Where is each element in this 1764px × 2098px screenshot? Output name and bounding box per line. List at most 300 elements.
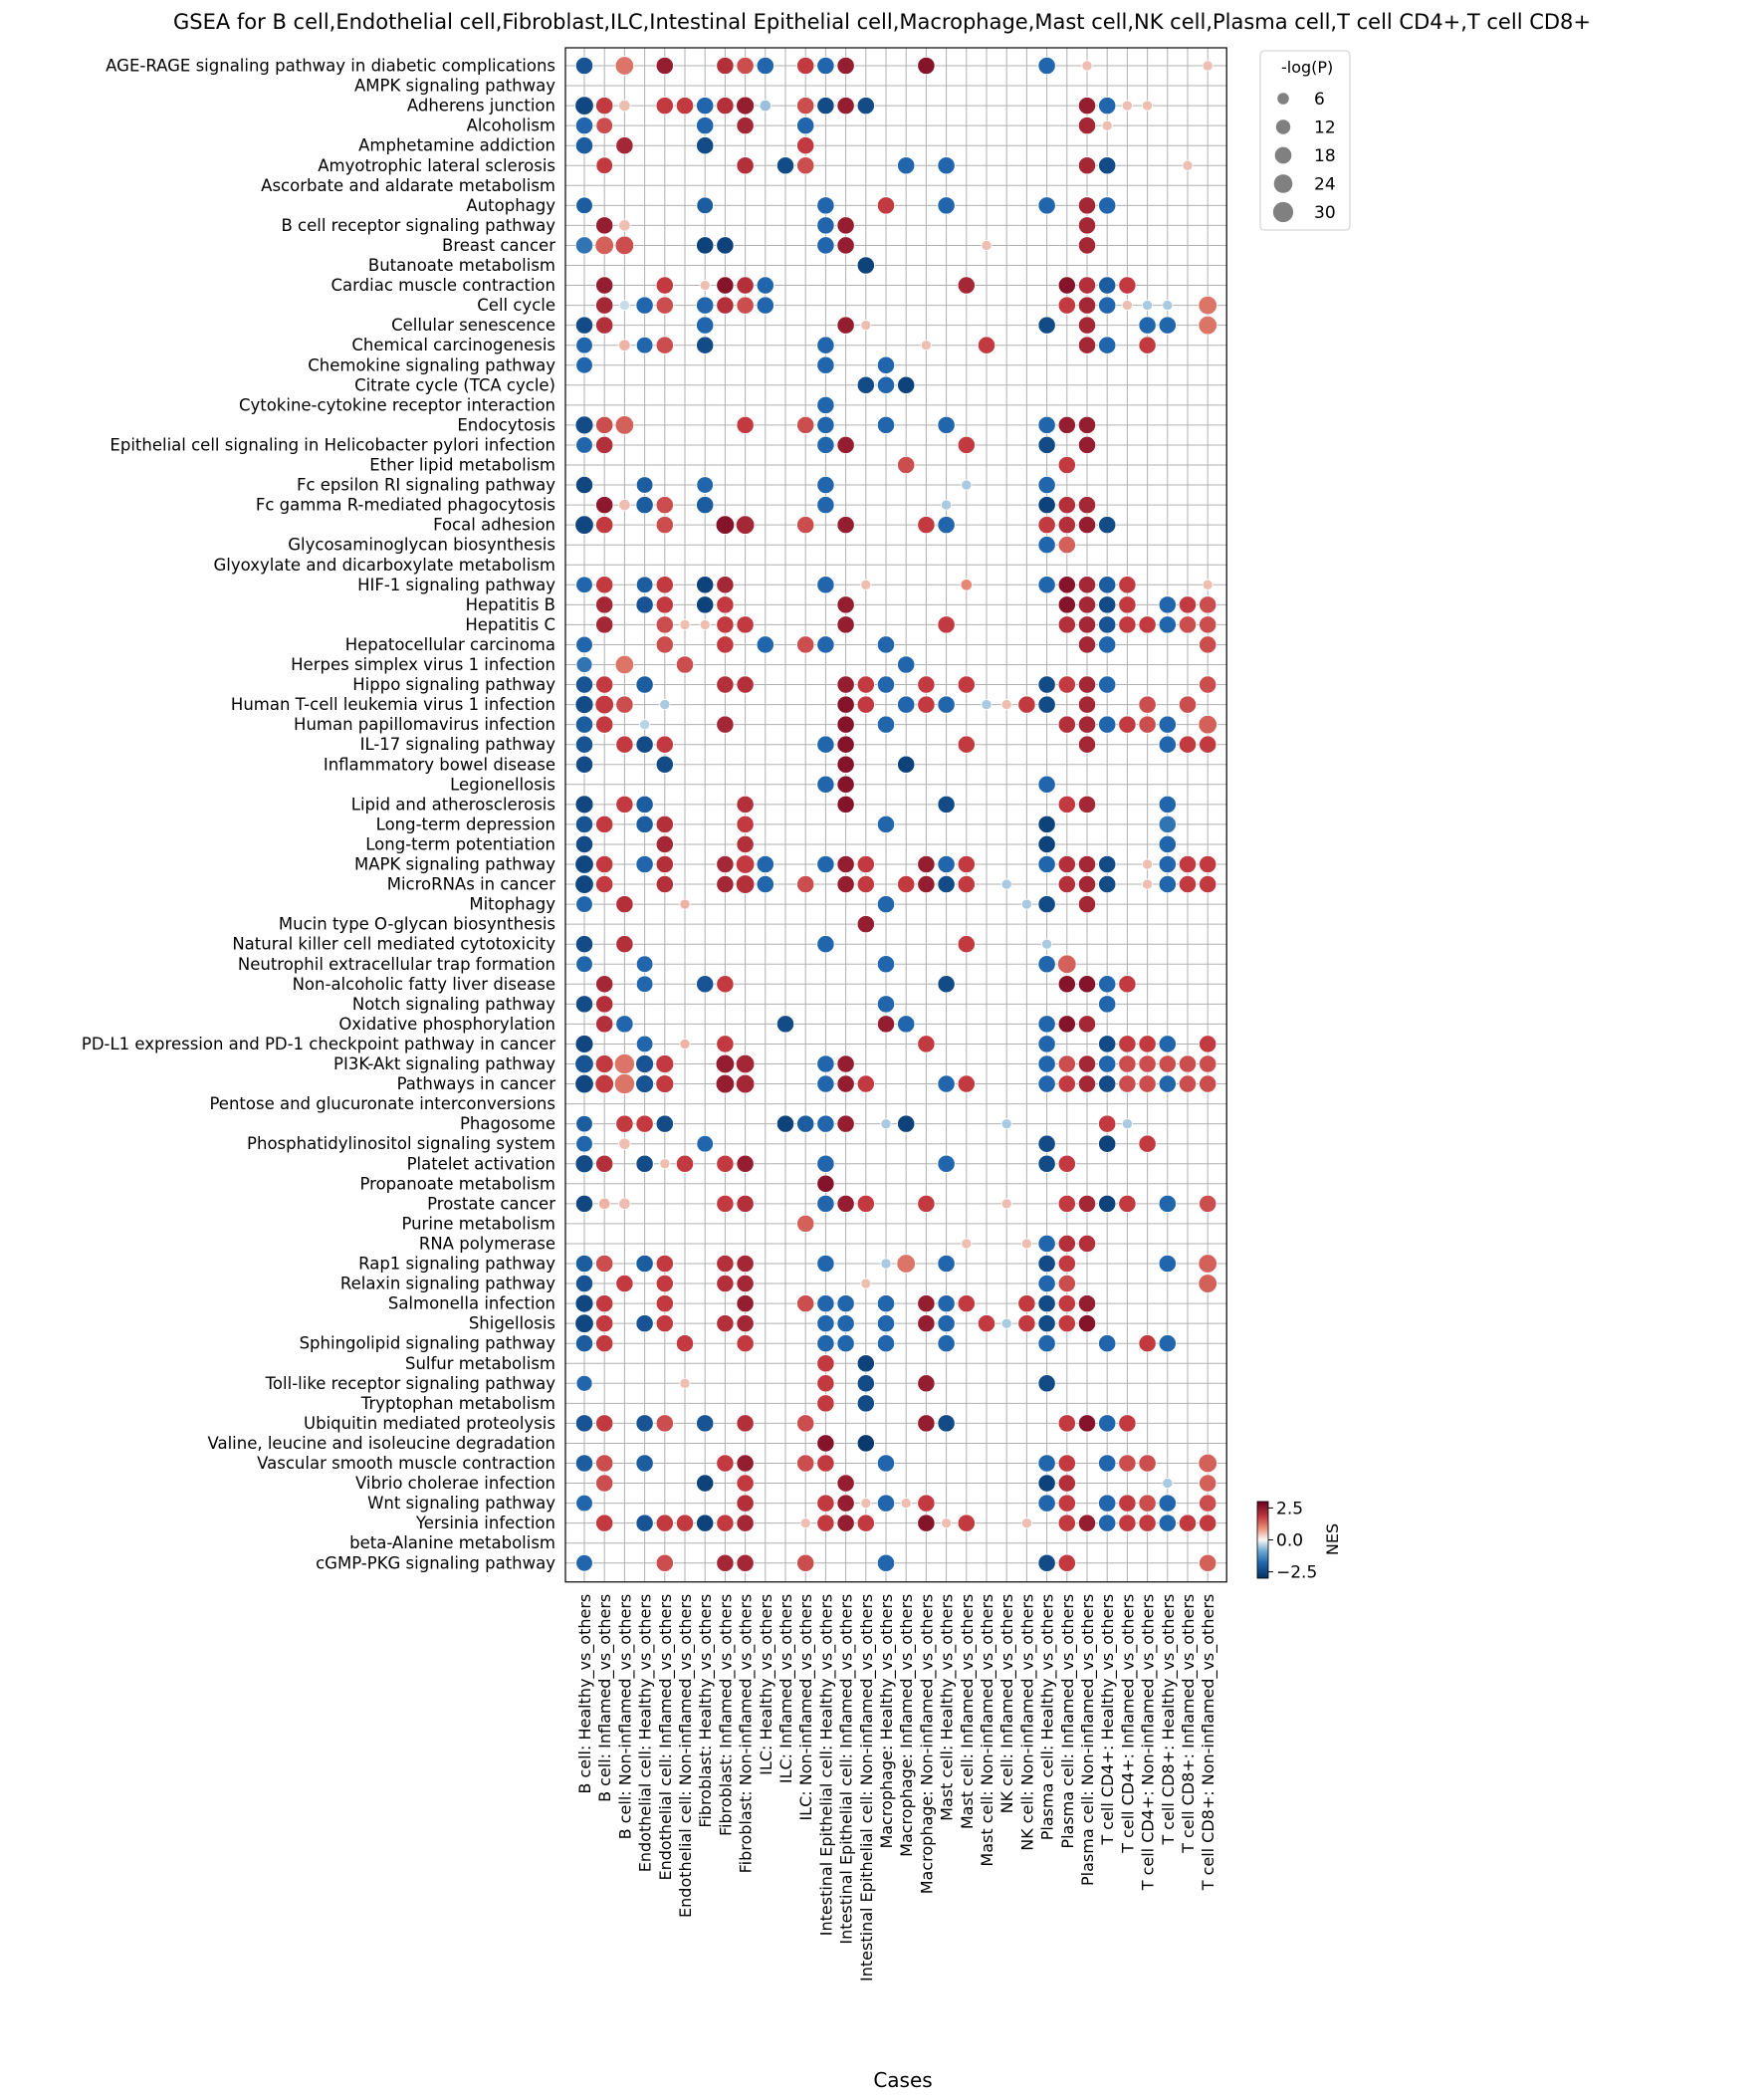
data-point — [857, 1435, 874, 1452]
data-point — [697, 976, 714, 993]
y-tick-label: Ether lipid metabolism — [369, 455, 555, 475]
data-point — [1099, 97, 1116, 114]
size-legend-label: 18 — [1314, 146, 1336, 166]
data-point — [1099, 1036, 1116, 1052]
data-point — [1139, 317, 1156, 334]
y-tick-label: Vibrio cholerae infection — [354, 1474, 555, 1494]
data-point — [1078, 596, 1095, 613]
data-point — [817, 496, 834, 513]
data-point — [575, 696, 593, 714]
data-point — [877, 895, 894, 912]
data-point — [1139, 716, 1156, 733]
data-point — [697, 477, 714, 494]
data-point — [1139, 1455, 1156, 1472]
data-point — [615, 236, 634, 255]
data-point — [1058, 1475, 1075, 1492]
data-point — [656, 1554, 673, 1571]
data-point — [576, 197, 593, 214]
data-point — [717, 976, 734, 993]
data-point — [1159, 1335, 1176, 1352]
y-tick-label: Breast cancer — [442, 235, 555, 255]
y-tick-label: Long-term depression — [375, 815, 555, 834]
y-tick-label: Phagosome — [459, 1114, 555, 1134]
data-point — [636, 796, 653, 813]
data-point — [1159, 616, 1176, 633]
data-point — [656, 875, 673, 892]
y-tick-label: Glycosaminoglycan biosynthesis — [288, 535, 555, 555]
data-point — [757, 277, 773, 294]
data-point — [978, 337, 994, 353]
y-tick-label: Endocytosis — [457, 415, 555, 435]
data-point — [958, 1515, 975, 1531]
data-point — [877, 1314, 894, 1331]
data-point — [938, 197, 955, 214]
data-point — [575, 1314, 594, 1333]
data-point — [921, 341, 931, 350]
data-point — [1179, 696, 1196, 713]
data-point — [1139, 1055, 1156, 1072]
y-tick-label: Pentose and glucuronate interconversions — [209, 1094, 555, 1114]
size-legend-marker — [1277, 93, 1289, 105]
colorbar-label: NES — [1323, 1522, 1342, 1556]
data-point — [1058, 1075, 1075, 1092]
data-point — [817, 396, 834, 413]
y-tick-label: Alcoholism — [466, 116, 555, 135]
data-point — [676, 656, 693, 673]
y-tick-label: Hepatitis B — [465, 594, 555, 614]
data-point — [1042, 939, 1052, 949]
data-point — [1159, 1495, 1176, 1512]
data-point — [938, 696, 955, 713]
data-point — [757, 297, 773, 314]
data-point — [636, 1036, 653, 1052]
data-point — [1099, 976, 1116, 993]
data-point — [918, 875, 935, 892]
data-point — [636, 1314, 653, 1331]
data-point — [982, 240, 992, 250]
data-point — [656, 1515, 673, 1531]
data-point — [656, 736, 673, 753]
data-point — [575, 97, 594, 116]
data-point — [614, 1073, 634, 1093]
data-point — [837, 217, 854, 234]
data-point — [1179, 875, 1196, 892]
data-point — [636, 976, 653, 993]
data-point — [817, 1294, 834, 1311]
data-point — [656, 756, 673, 773]
data-point — [1001, 700, 1011, 710]
y-tick-label: Citrate cycle (TCA cycle) — [354, 375, 555, 395]
data-point — [619, 220, 631, 232]
data-point — [575, 855, 594, 874]
data-point — [1099, 1055, 1116, 1072]
y-tick-label: Yersinia infection — [415, 1514, 555, 1533]
data-point — [776, 157, 793, 174]
data-point — [1058, 1155, 1075, 1172]
data-point — [619, 499, 631, 510]
data-point — [797, 57, 814, 74]
data-point — [717, 237, 734, 254]
data-point — [938, 1255, 955, 1272]
x-tick-label: Plasma cell: Non-inflamed_vs_others — [1078, 1593, 1097, 1886]
y-tick-label: beta-Alanine metabolism — [349, 1533, 555, 1553]
data-point — [697, 496, 714, 513]
data-point — [656, 1255, 673, 1272]
data-point — [1078, 1415, 1095, 1432]
data-point — [881, 1259, 891, 1269]
x-tick-label: Macrophage: Non-inflamed_vs_others — [917, 1593, 937, 1895]
data-point — [1099, 1495, 1116, 1512]
data-point — [958, 436, 975, 453]
data-point — [737, 1314, 754, 1331]
data-point — [575, 936, 592, 953]
x-tick-label: Fibroblast: Healthy_vs_others — [696, 1593, 716, 1828]
data-point — [575, 1455, 592, 1472]
data-point — [861, 1499, 871, 1509]
data-point — [837, 1115, 854, 1132]
data-point — [1078, 976, 1095, 993]
y-tick-label: PI3K-Akt signaling pathway — [333, 1054, 555, 1073]
data-point — [1058, 1415, 1075, 1432]
data-point — [857, 875, 874, 892]
y-tick-label: Valine, leucine and isoleucine degradation — [207, 1433, 555, 1453]
data-point — [837, 1055, 854, 1072]
data-point — [877, 376, 894, 393]
data-point — [1038, 1075, 1055, 1092]
size-legend-label: 6 — [1314, 90, 1325, 110]
data-point — [697, 317, 714, 334]
data-point — [1119, 1415, 1136, 1432]
data-point — [1139, 1075, 1156, 1092]
y-tick-label: Rap1 signaling pathway — [358, 1254, 555, 1274]
data-point — [1099, 1455, 1116, 1472]
data-point — [1078, 1294, 1095, 1311]
data-point — [958, 1294, 975, 1311]
data-point — [596, 1314, 613, 1331]
data-point — [1200, 1475, 1216, 1492]
data-point — [737, 1495, 754, 1512]
data-point — [575, 476, 592, 493]
data-point — [576, 1554, 593, 1571]
y-tick-label: Fc epsilon RI signaling pathway — [296, 475, 555, 495]
data-point — [837, 616, 854, 633]
data-point — [1078, 1195, 1095, 1212]
data-point — [1078, 217, 1095, 234]
y-tick-label: Autophagy — [466, 195, 555, 215]
data-point — [575, 796, 593, 814]
data-point — [1203, 61, 1213, 71]
data-point — [1058, 1235, 1075, 1252]
data-point — [797, 97, 814, 114]
size-legend-label: 12 — [1314, 117, 1336, 138]
data-point — [596, 596, 613, 613]
x-tick-label: Plasma cell: Healthy_vs_others — [1037, 1593, 1057, 1841]
data-point — [1099, 1415, 1116, 1432]
data-point — [1038, 476, 1055, 493]
data-point — [857, 696, 874, 713]
data-point — [1078, 436, 1095, 453]
data-point — [918, 516, 935, 533]
data-point — [596, 217, 613, 234]
x-axis-label: Cases — [873, 2068, 933, 2092]
data-point — [1139, 616, 1156, 633]
data-point — [1099, 297, 1116, 314]
data-point — [575, 317, 592, 334]
size-legend-marker — [1273, 202, 1293, 222]
data-point — [596, 816, 613, 832]
data-point — [817, 736, 834, 753]
data-point — [596, 416, 613, 433]
data-point — [1143, 301, 1153, 311]
data-point — [817, 577, 834, 593]
data-point — [680, 899, 690, 909]
data-point — [596, 577, 613, 593]
data-point — [1143, 101, 1153, 111]
data-point — [737, 157, 754, 174]
y-tick-label: Platelet activation — [406, 1154, 555, 1174]
data-point — [938, 1335, 955, 1352]
chart-title: GSEA for B cell,Endothelial cell,Fibroblast,ILC,Intestinal Epithelial cell,Macrophage,Mast cell,NK cell,Plasma cell,T cell CD4+,T cell CD8+ — [173, 10, 1591, 34]
y-tick-label: Pathways in cancer — [396, 1074, 555, 1094]
data-point — [1078, 277, 1095, 294]
data-point — [1203, 580, 1213, 589]
data-point — [575, 816, 592, 832]
data-point — [636, 1455, 653, 1472]
data-point — [1058, 277, 1075, 294]
data-point — [575, 117, 592, 133]
data-point — [1099, 1135, 1116, 1152]
data-point — [717, 1554, 734, 1571]
data-point — [857, 1355, 874, 1372]
x-tick-label: B cell: Healthy_vs_others — [575, 1593, 594, 1794]
data-point — [1021, 1518, 1031, 1528]
data-point — [776, 1016, 793, 1033]
data-point — [1038, 1455, 1055, 1472]
data-point — [817, 936, 834, 953]
data-point — [1199, 715, 1217, 734]
data-point — [737, 1335, 754, 1352]
data-point — [615, 655, 634, 674]
data-point — [717, 676, 734, 693]
data-point — [1099, 197, 1116, 214]
data-point — [737, 1554, 754, 1571]
data-point — [1199, 316, 1217, 335]
data-point — [656, 816, 673, 832]
data-point — [619, 1198, 631, 1210]
data-point — [837, 436, 854, 453]
data-point — [717, 1255, 734, 1272]
data-point — [1038, 537, 1055, 554]
data-point — [861, 580, 871, 589]
x-tick-label: Mast cell: Healthy_vs_others — [937, 1593, 957, 1821]
y-tick-label: Hippo signaling pathway — [352, 675, 555, 695]
data-point — [1119, 277, 1136, 294]
data-point — [616, 137, 633, 154]
data-point — [1038, 835, 1055, 852]
y-tick-label: Salmonella infection — [387, 1293, 555, 1313]
data-point — [817, 1335, 834, 1352]
data-point — [1038, 1155, 1055, 1172]
data-point — [958, 855, 975, 872]
data-point — [958, 676, 975, 693]
data-point — [575, 57, 592, 74]
data-point — [1058, 516, 1075, 533]
data-point — [918, 855, 935, 872]
data-point — [1038, 1375, 1055, 1392]
y-tick-label: Cell cycle — [477, 296, 555, 316]
data-point — [978, 1314, 994, 1331]
data-point — [1200, 1075, 1216, 1092]
data-point — [1143, 879, 1153, 889]
data-point — [1038, 1554, 1055, 1571]
data-point — [918, 1036, 935, 1052]
data-point — [1200, 736, 1216, 753]
data-point — [837, 596, 854, 613]
data-point — [737, 297, 754, 314]
y-tick-label: MAPK signaling pathway — [354, 854, 555, 874]
x-tick-label: Fibroblast: Non-inflamed_vs_others — [736, 1593, 756, 1874]
data-point — [861, 1279, 871, 1288]
data-point — [717, 1195, 734, 1212]
data-point — [1159, 317, 1176, 334]
data-point — [938, 1314, 955, 1331]
y-tick-label: Sulfur metabolism — [404, 1353, 555, 1373]
data-point — [918, 1415, 935, 1432]
data-point — [576, 437, 593, 454]
data-point — [1058, 1515, 1075, 1531]
data-point — [636, 1055, 654, 1073]
data-point — [938, 976, 955, 993]
data-point — [817, 1375, 834, 1392]
y-tick-label: PD-L1 expression and PD-1 checkpoint pathway in cancer — [81, 1034, 555, 1053]
y-tick-label: Toll-like receptor signaling pathway — [265, 1373, 555, 1393]
data-point — [1058, 1294, 1075, 1311]
data-point — [817, 1355, 834, 1372]
data-point — [1159, 736, 1176, 753]
data-point — [697, 297, 714, 314]
data-point — [1058, 796, 1075, 813]
data-point — [1102, 120, 1112, 130]
data-point — [1058, 1314, 1075, 1331]
data-point — [1021, 1239, 1031, 1249]
y-tick-label: Notch signaling pathway — [351, 994, 555, 1014]
data-point — [596, 1335, 613, 1352]
data-point — [918, 676, 935, 693]
data-point — [697, 117, 714, 133]
data-point — [716, 1054, 735, 1073]
data-point — [958, 736, 975, 753]
data-point — [576, 1115, 593, 1132]
data-point — [717, 1455, 734, 1472]
data-point — [1200, 1055, 1216, 1072]
x-tick-label: ILC: Healthy_vs_others — [756, 1593, 775, 1775]
data-point — [1200, 1515, 1216, 1531]
data-point — [797, 157, 814, 174]
y-tick-label: Butanoate metabolism — [367, 256, 555, 275]
data-point — [1038, 895, 1055, 912]
data-point — [700, 280, 710, 290]
data-point — [1200, 875, 1216, 892]
data-point — [1200, 676, 1216, 693]
data-point — [616, 895, 633, 912]
data-point — [575, 1294, 593, 1312]
data-point — [1099, 636, 1116, 653]
y-tick-label: AMPK signaling pathway — [354, 76, 555, 96]
data-point — [1038, 416, 1055, 433]
data-point — [656, 496, 673, 513]
data-point — [898, 696, 915, 713]
data-point — [656, 855, 673, 872]
x-tick-label: Intestinal Epithelial cell: Inflamed_vs_others — [836, 1593, 856, 1945]
data-point — [1159, 796, 1176, 813]
data-point — [961, 580, 973, 591]
data-point — [837, 1075, 854, 1092]
data-point — [1119, 616, 1136, 633]
data-point — [837, 237, 854, 254]
data-point — [596, 297, 613, 314]
data-point — [1058, 1554, 1075, 1571]
data-point — [1078, 1016, 1095, 1033]
data-point — [817, 57, 834, 74]
data-point — [938, 157, 955, 174]
data-point — [636, 956, 653, 973]
data-point — [1001, 1199, 1011, 1209]
data-point — [982, 700, 992, 710]
data-point — [837, 1294, 854, 1311]
data-point — [877, 716, 894, 733]
data-point — [1200, 855, 1216, 872]
data-point — [716, 516, 735, 535]
data-point — [1199, 1454, 1217, 1473]
size-legend-label: 30 — [1314, 203, 1336, 223]
data-point — [1139, 1036, 1156, 1052]
y-tick-label: Propanoate metabolism — [359, 1174, 555, 1194]
data-point — [1078, 297, 1095, 314]
x-tick-label: Plasma cell: Inflamed_vs_others — [1057, 1593, 1077, 1849]
y-tick-label: Legionellosis — [450, 775, 555, 795]
size-legend — [1260, 51, 1350, 230]
y-tick-label: B cell receptor signaling pathway — [281, 215, 555, 235]
y-tick-label: Long-term potentiation — [365, 834, 555, 854]
data-point — [1038, 1294, 1055, 1311]
data-point — [596, 97, 613, 114]
data-point — [1159, 596, 1176, 613]
data-point — [797, 1115, 814, 1132]
data-point — [676, 1155, 693, 1172]
data-point — [837, 1495, 854, 1512]
x-tick-label: ILC: Non-inflamed_vs_others — [796, 1593, 816, 1821]
data-point — [575, 1335, 592, 1352]
x-tick-label: NK cell: Inflamed_vs_others — [997, 1593, 1017, 1814]
data-point — [575, 756, 592, 773]
data-point — [1058, 577, 1075, 593]
data-point — [1038, 1036, 1055, 1052]
data-point — [616, 736, 633, 753]
data-point — [797, 137, 814, 154]
data-point — [1078, 616, 1095, 633]
data-point — [797, 1455, 814, 1472]
data-point — [596, 1255, 613, 1272]
data-point — [660, 1159, 670, 1169]
data-point — [1183, 160, 1193, 170]
data-point — [901, 1499, 911, 1509]
data-point — [575, 1035, 593, 1052]
data-point — [1058, 297, 1075, 314]
data-point — [1119, 716, 1136, 733]
data-point — [857, 1075, 874, 1092]
data-point — [898, 656, 915, 673]
data-point — [1179, 855, 1196, 872]
